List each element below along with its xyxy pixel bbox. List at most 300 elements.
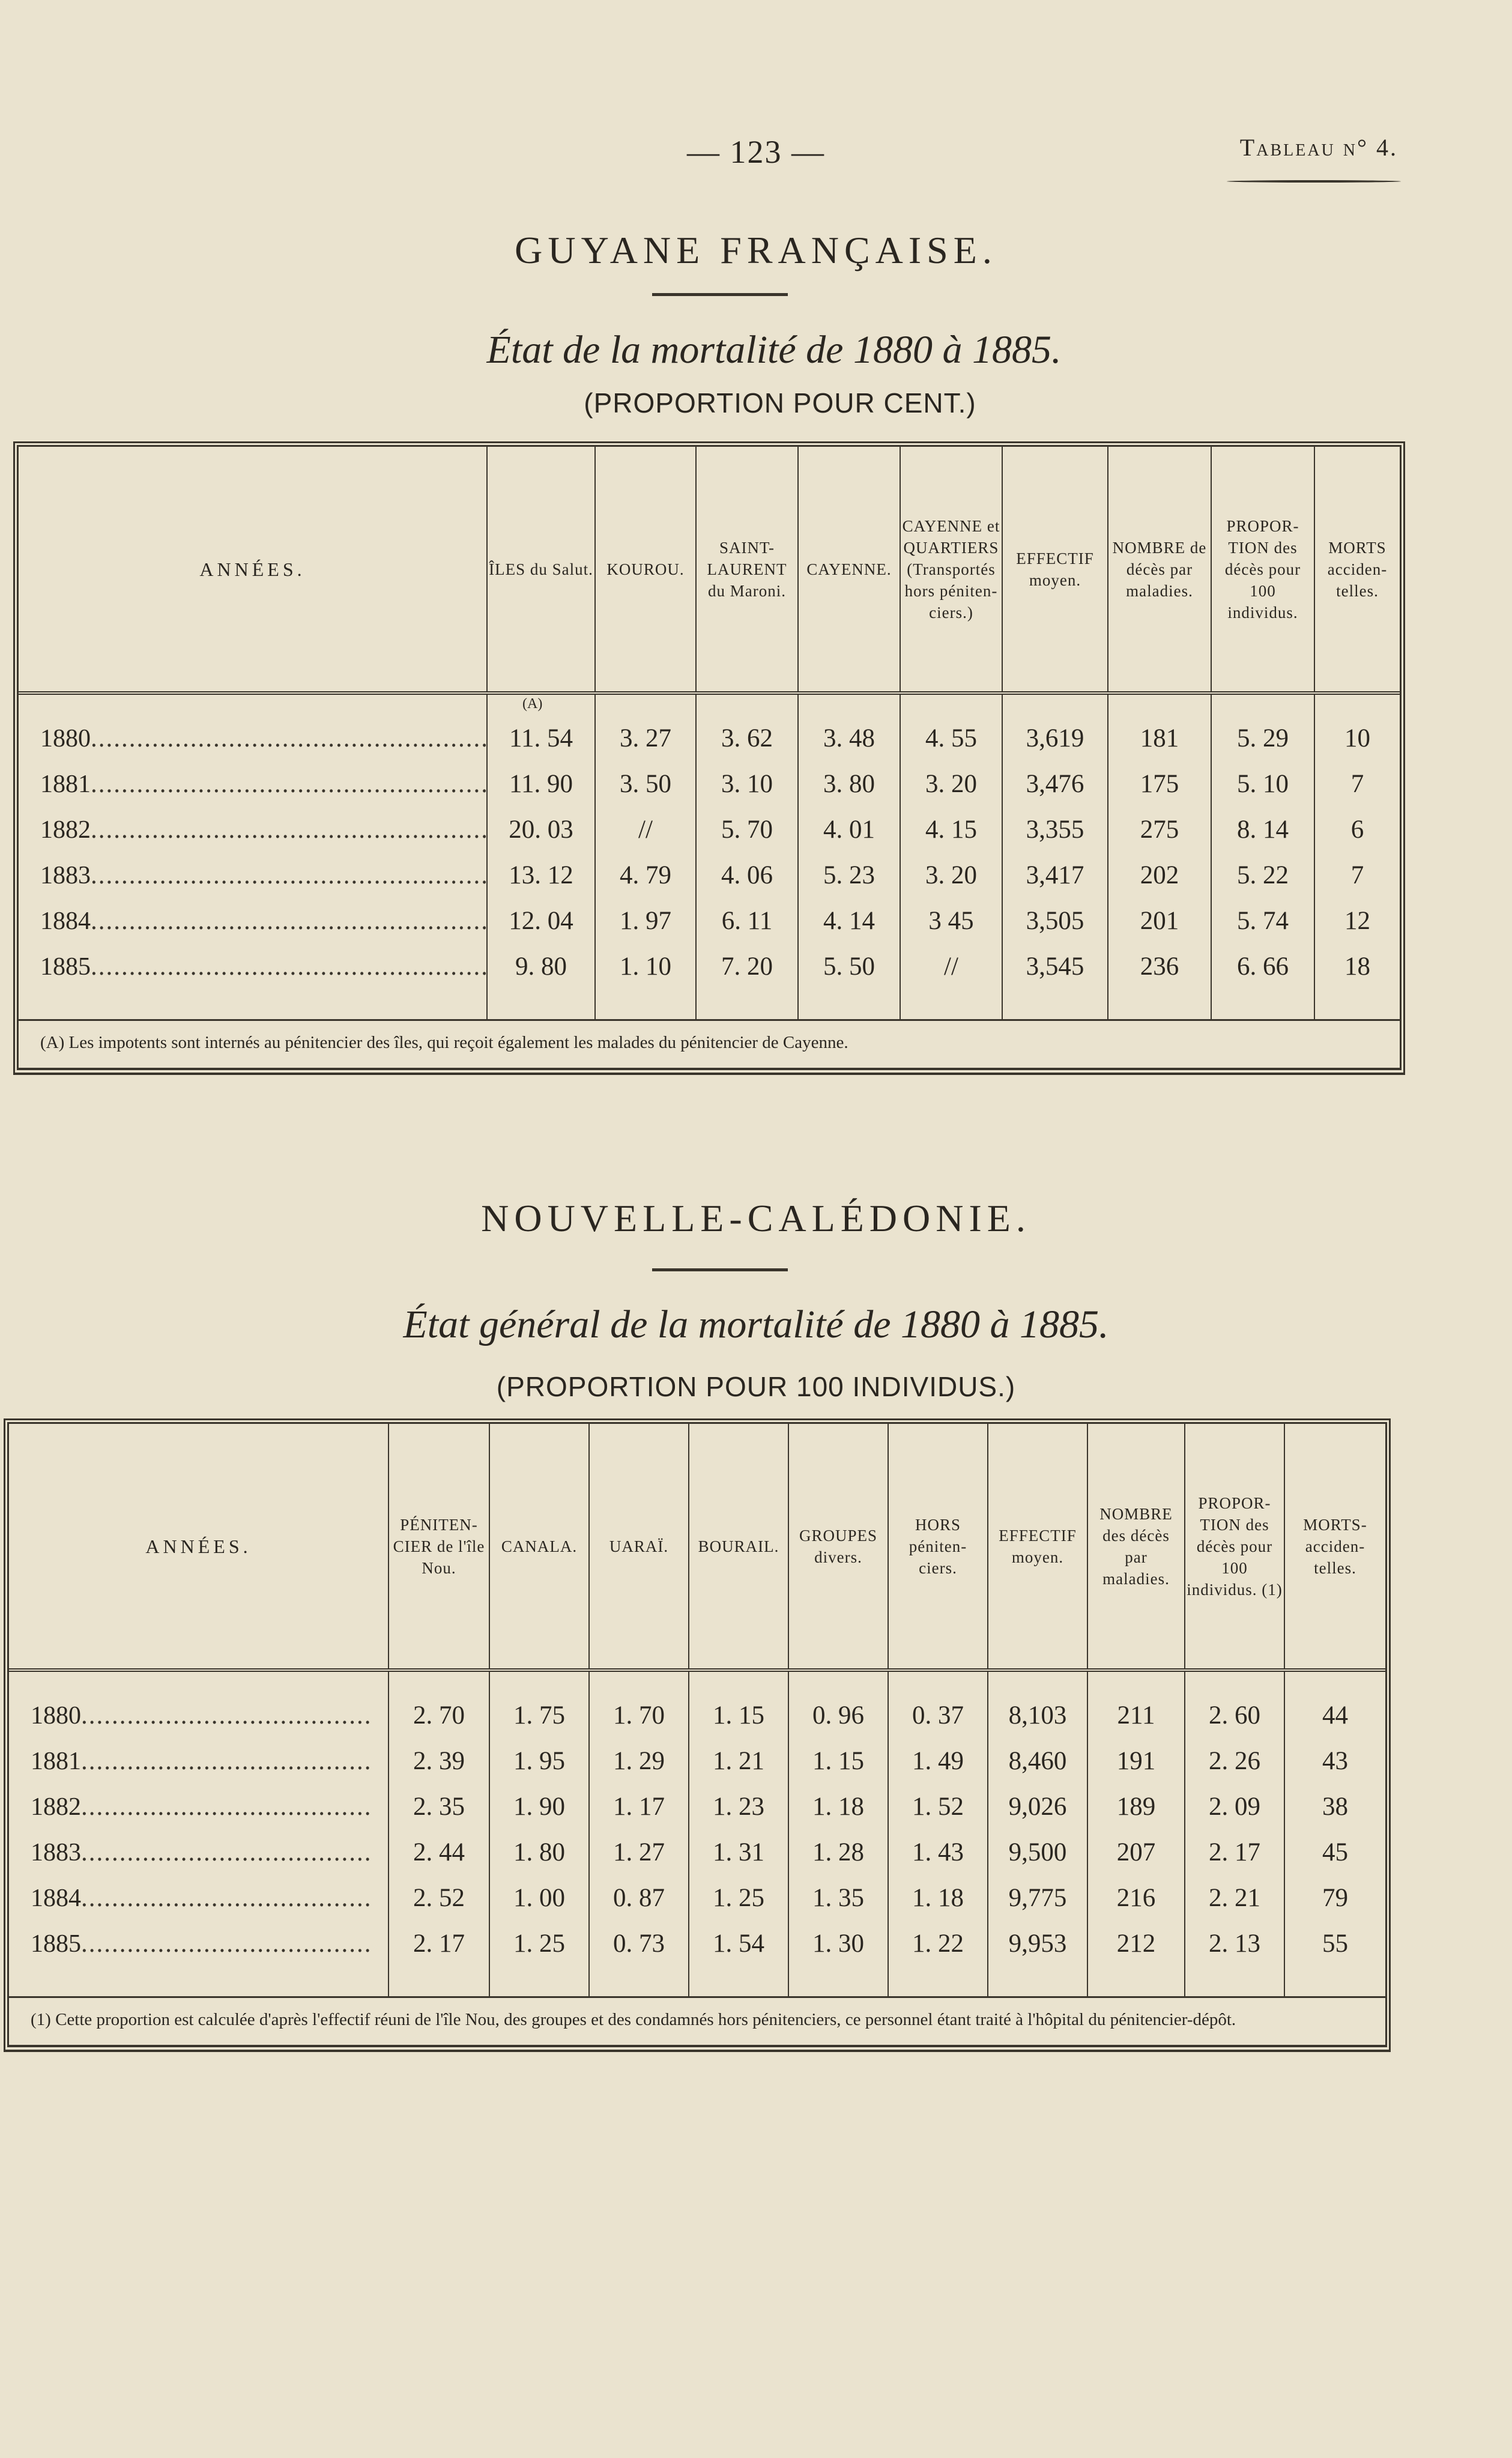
value-cell <box>389 1738 489 1784</box>
year-label: 1885 <box>40 952 91 981</box>
value-cell <box>1108 693 1211 761</box>
cell-value: 3. 20 <box>925 769 977 798</box>
caledonie-footnote: (1) Cette proportion est calculée d'après l'effectif réuni de l'île Nou, des groupes et des condamnés hors pénitenciers, ce personnel étant traité à l'hôpital du pénitencier-dépôt. <box>9 1996 1385 2045</box>
value-cell <box>595 807 696 852</box>
value-cell <box>1211 898 1314 943</box>
value-cell <box>1284 1784 1385 1829</box>
leader-dots: ...................................... <box>81 1746 372 1775</box>
year-cell <box>19 898 487 943</box>
value-cell <box>689 1738 788 1784</box>
year-cell <box>19 852 487 898</box>
cell-value: 5. 23 <box>823 861 875 889</box>
cell-value: 9,953 <box>1008 1929 1067 1958</box>
cell-value: 5. 50 <box>823 952 875 981</box>
cell-value: 0. 96 <box>812 1701 864 1730</box>
cell-value: 3. 20 <box>925 861 977 889</box>
cell-value: 3,505 <box>1026 906 1084 935</box>
cell-value: 202 <box>1140 861 1179 889</box>
leader-dots: .................................................... <box>91 906 489 935</box>
cell-value: 3. 50 <box>620 769 671 798</box>
guyane-table-title: État de la mortalité de 1880 à 1885. <box>486 328 1062 372</box>
cell-value: 5. 70 <box>721 815 773 844</box>
year-label: 1882 <box>31 1793 81 1821</box>
table-row <box>19 852 1400 898</box>
value-cell <box>1002 852 1108 898</box>
year-cell <box>9 1784 389 1829</box>
value-cell <box>1185 1670 1284 1738</box>
cell-value: 1. 15 <box>812 1746 864 1775</box>
value-cell <box>900 852 1002 898</box>
col-header-hors-penitenciers: HORS péniten-ciers. <box>888 1424 988 1670</box>
caledonie-table-title: État général de la mortalité de 1880 à 1885. <box>403 1303 1109 1346</box>
value-cell <box>1284 1875 1385 1921</box>
cell-value: 1. 52 <box>912 1792 964 1821</box>
cell-value: 6. 11 <box>721 906 773 935</box>
value-cell <box>1185 1784 1284 1829</box>
cell-value: 2. 17 <box>413 1929 465 1958</box>
value-cell <box>1211 807 1314 852</box>
year-label: 1880 <box>40 724 91 752</box>
cell-value: 201 <box>1140 906 1179 935</box>
value-cell <box>389 1784 489 1829</box>
year-label: 1883 <box>40 861 91 889</box>
cell-value: 211 <box>1117 1701 1155 1730</box>
value-cell <box>389 1921 489 1996</box>
guyane-data-table <box>19 447 1400 1019</box>
leader-dots: .................................................... <box>91 815 489 844</box>
leader-dots: .................................................... <box>91 952 489 981</box>
value-cell <box>689 1875 788 1921</box>
year-cell <box>19 693 487 761</box>
cell-value: 2. 39 <box>413 1746 465 1775</box>
cell-value: 3. 62 <box>721 724 773 752</box>
cell-value: 11. 54 <box>509 724 573 752</box>
caledonie-mortality-table <box>4 1418 1391 2052</box>
value-cell <box>1185 1875 1284 1921</box>
col-header-iles-du-salut: ÎLES du Salut. <box>487 447 595 693</box>
value-cell <box>1185 1738 1284 1784</box>
value-cell <box>1002 693 1108 761</box>
guyane-mortality-table <box>13 441 1405 1075</box>
value-cell <box>689 1829 788 1875</box>
col-header-effectif: EFFECTIF moyen. <box>1002 447 1108 693</box>
cell-value: 8,103 <box>1008 1701 1067 1730</box>
cell-value: 2. 13 <box>1209 1929 1260 1958</box>
value-cell <box>487 898 595 943</box>
year-label: 1881 <box>31 1747 81 1775</box>
cell-value: // <box>638 815 653 844</box>
col-header-proportion: PROPOR-TION des décès pour 100 individus. (1) <box>1185 1424 1284 1670</box>
col-header-annees: ANNÉES. <box>19 447 487 693</box>
leader-dots: ...................................... <box>81 1883 372 1912</box>
col-header-groupes-divers: GROUPES divers. <box>788 1424 888 1670</box>
cell-value: // <box>944 952 958 981</box>
value-cell <box>489 1784 589 1829</box>
cell-value: 216 <box>1116 1883 1156 1912</box>
table-row <box>9 1829 1385 1875</box>
cell-value: 1. 25 <box>713 1883 764 1912</box>
year-label: 1884 <box>31 1884 81 1912</box>
cell-value: 1. 17 <box>613 1792 665 1821</box>
cell-value: 0. 73 <box>613 1929 665 1958</box>
value-cell <box>589 1738 689 1784</box>
table-row <box>19 898 1400 943</box>
footnote-marker: (A) <box>522 696 543 712</box>
value-cell <box>1002 807 1108 852</box>
year-cell <box>9 1875 389 1921</box>
cell-value: 5. 10 <box>1237 769 1289 798</box>
cell-value: 1. 25 <box>513 1929 565 1958</box>
cell-value: 12 <box>1344 906 1370 935</box>
value-cell <box>595 693 696 761</box>
value-cell <box>696 898 798 943</box>
cell-value: 1. 18 <box>812 1792 864 1821</box>
value-cell <box>489 1921 589 1996</box>
value-cell <box>888 1670 988 1738</box>
cell-value: 1. 90 <box>513 1792 565 1821</box>
value-cell <box>1314 693 1400 761</box>
value-cell <box>1108 852 1211 898</box>
cell-value: 212 <box>1116 1929 1156 1958</box>
cell-value: 1. 95 <box>513 1746 565 1775</box>
value-cell <box>788 1921 888 1996</box>
leader-dots: .................................................... <box>91 769 489 798</box>
value-cell <box>798 693 900 761</box>
cell-value: 189 <box>1116 1792 1156 1821</box>
value-cell <box>1087 1875 1185 1921</box>
value-cell <box>689 1784 788 1829</box>
cell-value: 2. 70 <box>413 1701 465 1730</box>
col-header-canala: CANALA. <box>489 1424 589 1670</box>
cell-value: 9,500 <box>1008 1838 1067 1866</box>
cell-value: 3. 48 <box>823 724 875 752</box>
value-cell <box>696 761 798 807</box>
guyane-table-subtitle: (PROPORTION POUR CENT.) <box>584 387 976 419</box>
cell-value: 2. 44 <box>413 1838 465 1866</box>
value-cell <box>589 1784 689 1829</box>
cell-value: 9,026 <box>1008 1792 1067 1821</box>
value-cell <box>788 1670 888 1738</box>
col-header-cayenne: CAYENNE. <box>798 447 900 693</box>
value-cell <box>988 1829 1087 1875</box>
cell-value: 3,545 <box>1026 952 1084 981</box>
value-cell <box>1284 1829 1385 1875</box>
cell-value: 2. 17 <box>1209 1838 1260 1866</box>
col-header-morts-accidentelles: MORTS-acciden-telles. <box>1284 1424 1385 1670</box>
cell-value: 4. 55 <box>925 724 977 752</box>
col-header-kourou: KOUROU. <box>595 447 696 693</box>
cell-value: 1. 30 <box>812 1929 864 1958</box>
cell-value: 0. 87 <box>613 1883 665 1912</box>
caledonie-heading-rule <box>652 1268 788 1271</box>
table-row <box>19 807 1400 852</box>
cell-value: 3 45 <box>928 906 974 935</box>
cell-value: 1. 75 <box>513 1701 565 1730</box>
value-cell <box>900 761 1002 807</box>
table-row <box>19 693 1400 761</box>
cell-value: 2. 52 <box>413 1883 465 1912</box>
value-cell <box>1087 1921 1185 1996</box>
cell-value: 1. 15 <box>713 1701 764 1730</box>
value-cell <box>988 1738 1087 1784</box>
value-cell <box>900 943 1002 1019</box>
value-cell <box>1314 807 1400 852</box>
guyane-footnote: (A) Les impotents sont internés au pénitencier des îles, qui reçoit également les malades du pénitencier de Cayenne. <box>19 1019 1400 1068</box>
value-cell <box>788 1829 888 1875</box>
col-header-proportion: PROPOR-TION des décès pour 100 individus. <box>1211 447 1314 693</box>
value-cell <box>689 1670 788 1738</box>
cell-value: 4. 14 <box>823 906 875 935</box>
cell-value: 1. 97 <box>620 906 671 935</box>
col-header-annees: ANNÉES. <box>9 1424 389 1670</box>
value-cell <box>696 807 798 852</box>
cell-value: 4. 79 <box>620 861 671 889</box>
guyane-region-heading: GUYANE FRANÇAISE. <box>515 229 997 271</box>
cell-value: 2. 09 <box>1209 1792 1260 1821</box>
cell-value: 6. 66 <box>1237 952 1289 981</box>
value-cell <box>798 898 900 943</box>
table-row <box>19 761 1400 807</box>
cell-value: 1. 29 <box>613 1746 665 1775</box>
table-row <box>9 1738 1385 1784</box>
tableau-underline <box>1227 180 1401 183</box>
guyane-heading-rule <box>652 293 788 296</box>
value-cell <box>595 943 696 1019</box>
value-cell <box>489 1670 589 1738</box>
year-label: 1881 <box>40 770 91 798</box>
caledonie-data-table <box>9 1424 1385 1996</box>
value-cell <box>1087 1784 1185 1829</box>
value-cell <box>1284 1738 1385 1784</box>
value-cell <box>798 943 900 1019</box>
cell-value: 43 <box>1322 1746 1348 1775</box>
value-cell <box>798 807 900 852</box>
year-label: 1884 <box>40 907 91 935</box>
cell-value: 3,355 <box>1026 815 1084 844</box>
value-cell <box>1087 1829 1185 1875</box>
value-cell <box>1108 943 1211 1019</box>
year-cell <box>9 1670 389 1738</box>
value-cell <box>489 1738 589 1784</box>
cell-value: 191 <box>1116 1746 1156 1775</box>
cell-value: 5. 22 <box>1237 861 1289 889</box>
cell-value: 1. 70 <box>613 1701 665 1730</box>
cell-value: 1. 18 <box>912 1883 964 1912</box>
cell-value: 1. 35 <box>812 1883 864 1912</box>
cell-value: 6 <box>1350 815 1364 844</box>
table-row <box>9 1784 1385 1829</box>
table-row <box>9 1875 1385 1921</box>
value-cell <box>788 1738 888 1784</box>
cell-value: 1. 28 <box>812 1838 864 1866</box>
value-cell <box>988 1921 1087 1996</box>
year-label: 1885 <box>31 1930 81 1958</box>
value-cell <box>689 1921 788 1996</box>
cell-value: 13. 12 <box>509 861 573 889</box>
value-cell <box>1002 898 1108 943</box>
col-header-nombre-deces: NOMBRE des décès par maladies. <box>1087 1424 1185 1670</box>
cell-value: 3,619 <box>1026 724 1084 752</box>
year-cell <box>9 1921 389 1996</box>
col-header-nombre-deces: NOMBRE de décès par maladies. <box>1108 447 1211 693</box>
col-header-saint-laurent: SAINT-LAURENT du Maroni. <box>696 447 798 693</box>
cell-value: 79 <box>1322 1883 1348 1912</box>
value-cell <box>1087 1670 1185 1738</box>
value-cell <box>696 693 798 761</box>
value-cell <box>988 1784 1087 1829</box>
value-cell <box>900 693 1002 761</box>
cell-value: 1. 23 <box>713 1792 764 1821</box>
value-cell <box>595 761 696 807</box>
cell-value: 1. 43 <box>912 1838 964 1866</box>
cell-value: 1. 22 <box>912 1929 964 1958</box>
leader-dots: .................................................... <box>91 724 489 752</box>
cell-value: 207 <box>1116 1838 1156 1866</box>
cell-value: 1. 21 <box>713 1746 764 1775</box>
value-cell <box>696 943 798 1019</box>
value-cell <box>1087 1738 1185 1784</box>
value-cell <box>1314 898 1400 943</box>
col-header-morts-accidentelles: MORTS acciden-telles. <box>1314 447 1400 693</box>
cell-value: 5. 74 <box>1237 906 1289 935</box>
value-cell <box>788 1784 888 1829</box>
value-cell <box>988 1670 1087 1738</box>
value-cell <box>888 1921 988 1996</box>
value-cell <box>389 1670 489 1738</box>
year-cell <box>19 807 487 852</box>
value-cell <box>798 852 900 898</box>
value-cell <box>798 761 900 807</box>
table-row <box>9 1670 1385 1738</box>
cell-value: 9,775 <box>1008 1883 1067 1912</box>
cell-value: 7. 20 <box>721 952 773 981</box>
cell-value: 7 <box>1350 769 1364 798</box>
value-cell <box>389 1875 489 1921</box>
cell-value: 5. 29 <box>1237 724 1289 752</box>
cell-value: 12. 04 <box>509 906 573 935</box>
cell-value: 2. 26 <box>1209 1746 1260 1775</box>
value-cell <box>1314 761 1400 807</box>
cell-value: 55 <box>1322 1929 1348 1958</box>
cell-value: 1. 00 <box>513 1883 565 1912</box>
value-cell <box>1108 761 1211 807</box>
cell-value: 1. 80 <box>513 1838 565 1866</box>
cell-value: 8,460 <box>1008 1746 1067 1775</box>
cell-value: 3,476 <box>1026 769 1084 798</box>
cell-value: 2. 35 <box>413 1792 465 1821</box>
cell-value: 20. 03 <box>509 815 573 844</box>
col-header-ile-nou: PÉNITEN-CIER de l'île Nou. <box>389 1424 489 1670</box>
value-cell <box>1002 761 1108 807</box>
year-label: 1880 <box>31 1701 81 1730</box>
value-cell <box>1185 1921 1284 1996</box>
value-cell <box>1108 807 1211 852</box>
value-cell <box>900 898 1002 943</box>
value-cell <box>487 852 595 898</box>
value-cell <box>589 1829 689 1875</box>
cell-value: 4. 01 <box>823 815 875 844</box>
col-header-uarai: UARAÏ. <box>589 1424 689 1670</box>
cell-value: 10 <box>1344 724 1370 752</box>
value-cell <box>489 1829 589 1875</box>
cell-value: 3,417 <box>1026 861 1084 889</box>
cell-value: 1. 10 <box>620 952 671 981</box>
value-cell <box>1284 1921 1385 1996</box>
cell-value: 2. 21 <box>1209 1883 1260 1912</box>
table-row <box>19 943 1400 1019</box>
value-cell <box>888 1875 988 1921</box>
value-cell <box>1108 898 1211 943</box>
value-cell <box>888 1829 988 1875</box>
leader-dots: ...................................... <box>81 1838 372 1866</box>
value-cell <box>589 1670 689 1738</box>
value-cell <box>589 1921 689 1996</box>
value-cell <box>696 852 798 898</box>
year-cell <box>19 761 487 807</box>
cell-value: 1. 54 <box>713 1929 764 1958</box>
col-header-bourail: BOURAIL. <box>689 1424 788 1670</box>
cell-value: 18 <box>1344 952 1370 981</box>
cell-value: 2. 60 <box>1209 1701 1260 1730</box>
year-cell <box>19 943 487 1019</box>
year-cell <box>9 1738 389 1784</box>
col-header-effectif: EFFECTIF moyen. <box>988 1424 1087 1670</box>
value-cell <box>489 1875 589 1921</box>
cell-value: 7 <box>1350 861 1364 889</box>
value-cell <box>788 1875 888 1921</box>
value-cell <box>1211 693 1314 761</box>
col-header-cayenne-quartiers: CAYENNE et QUARTIERS (Transportés hors péniten-ciers.) <box>900 447 1002 693</box>
cell-value: 181 <box>1140 724 1179 752</box>
cell-value: 44 <box>1322 1701 1348 1730</box>
value-cell <box>1211 852 1314 898</box>
value-cell <box>1002 943 1108 1019</box>
value-cell <box>487 807 595 852</box>
value-cell <box>487 761 595 807</box>
year-cell <box>9 1829 389 1875</box>
value-cell <box>487 693 595 761</box>
cell-value: 236 <box>1140 952 1179 981</box>
value-cell <box>888 1784 988 1829</box>
cell-value: 3. 80 <box>823 769 875 798</box>
cell-value: 1. 27 <box>613 1838 665 1866</box>
value-cell <box>595 852 696 898</box>
caledonie-table-subtitle: (PROPORTION POUR 100 INDIVIDUS.) <box>496 1371 1016 1402</box>
cell-value: 11. 90 <box>509 769 573 798</box>
value-cell <box>1284 1670 1385 1738</box>
cell-value: 3. 10 <box>721 769 773 798</box>
value-cell <box>589 1875 689 1921</box>
cell-value: 275 <box>1140 815 1179 844</box>
value-cell <box>389 1829 489 1875</box>
value-cell <box>1185 1829 1284 1875</box>
cell-value: 1. 31 <box>713 1838 764 1866</box>
value-cell <box>487 943 595 1019</box>
cell-value: 9. 80 <box>515 952 567 981</box>
cell-value: 1. 49 <box>912 1746 964 1775</box>
cell-value: 4. 06 <box>721 861 773 889</box>
cell-value: 8. 14 <box>1237 815 1289 844</box>
cell-value: 175 <box>1140 769 1179 798</box>
tableau-reference: Tableau n° 4. <box>1239 134 1398 161</box>
leader-dots: ...................................... <box>81 1929 372 1958</box>
cell-value: 3. 27 <box>620 724 671 752</box>
value-cell <box>595 898 696 943</box>
year-label: 1883 <box>31 1838 81 1866</box>
table-row <box>9 1921 1385 1996</box>
year-label: 1882 <box>40 816 91 844</box>
leader-dots: ...................................... <box>81 1792 372 1821</box>
